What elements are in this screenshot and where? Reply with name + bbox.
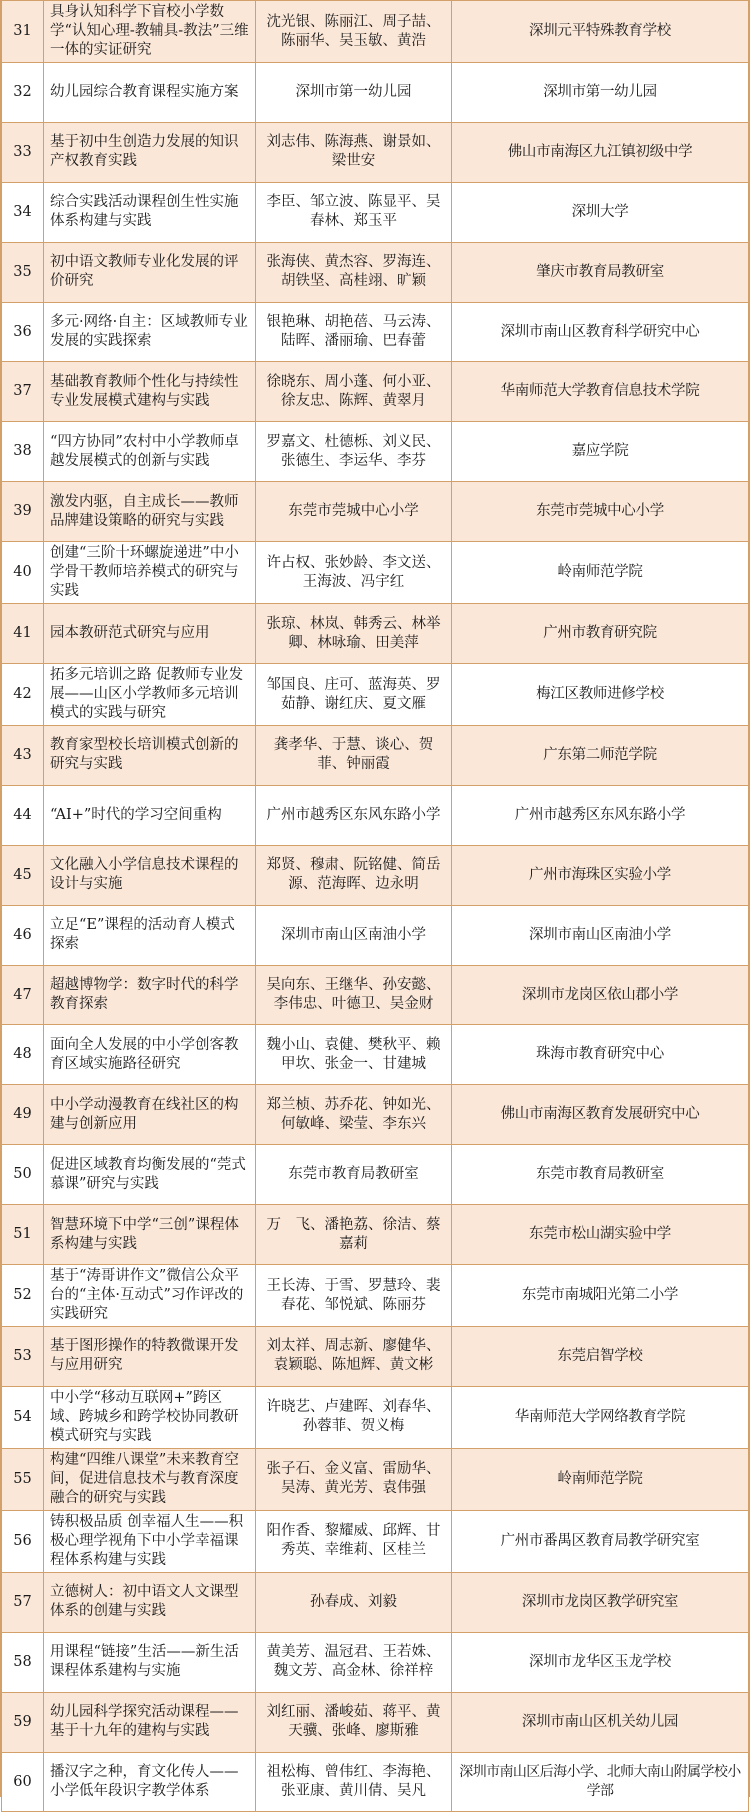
project-authors: 刘志伟、陈海燕、谢景如、梁世安 <box>256 122 452 182</box>
project-authors: 张海侠、黄杰容、罗海连、胡铁坚、高桂翊、旷颖 <box>256 242 452 302</box>
project-title: 面向全人发展的中小学创客教育区域实施路径研究 <box>44 1025 256 1085</box>
table-row <box>2 1145 749 1205</box>
project-title: 立德树人：初中语文人文课型体系的创建与实践 <box>44 1572 256 1632</box>
table-row <box>2 1510 749 1572</box>
row-number: 35 <box>2 242 44 302</box>
row-number: 46 <box>2 905 44 965</box>
table-row <box>2 482 749 542</box>
row-number: 55 <box>2 1448 44 1510</box>
project-title: 初中语文教师专业化发展的评价研究 <box>44 242 256 302</box>
project-organization: 华南师范大学网络教育学院 <box>452 1386 749 1448</box>
table-row <box>2 785 749 845</box>
row-number: 47 <box>2 965 44 1025</box>
project-authors: 郑兰桢、苏乔花、钟如光、何敏峰、梁莹、李东兴 <box>256 1085 452 1145</box>
row-number: 60 <box>2 1752 44 1812</box>
project-authors: 黄美芳、温冠君、王若姝、魏文芳、高金林、徐祥梓 <box>256 1632 452 1692</box>
project-organization: 岭南师范学院 <box>452 1448 749 1510</box>
project-organization: 华南师范大学教育信息技术学院 <box>452 362 749 422</box>
project-organization: 广州市番禺区教育局教学研究室 <box>452 1510 749 1572</box>
project-organization: 东莞启智学校 <box>452 1327 749 1387</box>
project-organization: 深圳市南山区教育科学研究中心 <box>452 302 749 362</box>
row-number: 50 <box>2 1145 44 1205</box>
table-row <box>2 63 749 123</box>
row-number: 44 <box>2 785 44 845</box>
table-row <box>2 726 749 786</box>
project-title: 基于图形操作的特教微课开发与应用研究 <box>44 1327 256 1387</box>
row-number: 41 <box>2 604 44 664</box>
table-row <box>2 422 749 482</box>
table-row <box>2 1448 749 1510</box>
project-organization: 东莞市教育局教研室 <box>452 1145 749 1205</box>
project-authors: 阳作香、黎耀威、邱辉、甘秀英、幸维莉、区桂兰 <box>256 1510 452 1572</box>
table-row <box>2 362 749 422</box>
project-organization: 广东第二师范学院 <box>452 726 749 786</box>
project-authors: 王长涛、于雪、罗慧玲、裴春花、邹悦斌、陈丽芬 <box>256 1265 452 1327</box>
project-authors: 深圳市第一幼儿园 <box>256 63 452 123</box>
row-number: 51 <box>2 1205 44 1265</box>
project-organization: 珠海市教育研究中心 <box>452 1025 749 1085</box>
table-row <box>2 1572 749 1632</box>
project-title: 多元·网络·自主：区域教师专业发展的实践探索 <box>44 302 256 362</box>
table-row <box>2 122 749 182</box>
project-authors: 银艳琳、胡艳蓓、马云涛、陆晖、潘丽瑜、巴春蕾 <box>256 302 452 362</box>
project-authors: 孙春成、刘毅 <box>256 1572 452 1632</box>
project-title: 铸积极品质 创幸福人生——积极心理学视角下中小学幸福课程体系构建与实践 <box>44 1510 256 1572</box>
table-row <box>2 182 749 242</box>
table-row <box>2 664 749 726</box>
project-authors: 郑贤、穆肃、阮铭健、简岳源、范海晖、边永明 <box>256 845 452 905</box>
table-row <box>2 1 749 63</box>
table-row <box>2 1692 749 1752</box>
row-number: 58 <box>2 1632 44 1692</box>
project-organization: 岭南师范学院 <box>452 542 749 604</box>
project-organization: 广州市教育研究院 <box>452 604 749 664</box>
project-organization: 深圳市南山区后海小学、北师大南山附属学校小学部 <box>452 1752 749 1812</box>
project-organization: 深圳市第一幼儿园 <box>452 63 749 123</box>
project-title: 具身认知科学下盲校小学数学“认知心理-教辅具-教法”三维一体的实证研究 <box>44 1 256 63</box>
project-authors: 祖松梅、曾伟红、李海艳、张亚康、黄川倩、吴凡 <box>256 1752 452 1812</box>
table-row <box>2 1327 749 1387</box>
row-number: 42 <box>2 664 44 726</box>
project-authors: 万 飞、潘艳荔、徐洁、蔡嘉莉 <box>256 1205 452 1265</box>
table-row <box>2 242 749 302</box>
project-authors: 李臣、邹立波、陈显平、吴春林、郑玉平 <box>256 182 452 242</box>
table-row <box>2 905 749 965</box>
project-title: 综合实践活动课程创生性实施体系构建与实践 <box>44 182 256 242</box>
project-organization: 东莞市南城阳光第二小学 <box>452 1265 749 1327</box>
row-number: 32 <box>2 63 44 123</box>
project-title: 幼儿园综合教育课程实施方案 <box>44 63 256 123</box>
project-title: 智慧环境下中学“三创”课程体系构建与实践 <box>44 1205 256 1265</box>
project-title: 构建“四维八课堂”未来教育空间，促进信息技术与教育深度融合的研究与实践 <box>44 1448 256 1510</box>
project-organization: 广州市海珠区实验小学 <box>452 845 749 905</box>
project-title: 播汉字之种，育文化传人——小学低年段识字教学体系 <box>44 1752 256 1812</box>
table-row <box>2 845 749 905</box>
project-organization: 广州市越秀区东风东路小学 <box>452 785 749 845</box>
project-organization: 东莞市松山湖实验中学 <box>452 1205 749 1265</box>
project-title: 中小学动漫教育在线社区的构建与创新应用 <box>44 1085 256 1145</box>
project-organization: 嘉应学院 <box>452 422 749 482</box>
project-title: 教育家型校长培训模式创新的研究与实践 <box>44 726 256 786</box>
row-number: 31 <box>2 1 44 63</box>
row-number: 48 <box>2 1025 44 1085</box>
project-organization: 东莞市莞城中心小学 <box>452 482 749 542</box>
table-row <box>2 965 749 1025</box>
project-organization: 深圳市龙华区玉龙学校 <box>452 1632 749 1692</box>
table-row <box>2 1386 749 1448</box>
project-authors: 刘红丽、潘峻茹、蒋平、黄天骥、张峰、廖斯雅 <box>256 1692 452 1752</box>
project-title: 文化融入小学信息技术课程的设计与实施 <box>44 845 256 905</box>
project-authors: 吴向东、王继华、孙安懿、李伟忠、叶德卫、吴金财 <box>256 965 452 1025</box>
project-organization: 深圳元平特殊教育学校 <box>452 1 749 63</box>
project-authors: 广州市越秀区东风东路小学 <box>256 785 452 845</box>
row-number: 39 <box>2 482 44 542</box>
project-authors: 东莞市教育局教研室 <box>256 1145 452 1205</box>
results-table <box>1 0 749 1812</box>
project-title: 园本教研范式研究与应用 <box>44 604 256 664</box>
project-title: 基于“涛哥讲作文”微信公众平台的“主体·互动式”习作评改的实践研究 <box>44 1265 256 1327</box>
table-row <box>2 1085 749 1145</box>
row-number: 56 <box>2 1510 44 1572</box>
project-authors: 刘太祥、周志新、廖健华、袁颖聪、陈旭辉、黄文彬 <box>256 1327 452 1387</box>
row-number: 37 <box>2 362 44 422</box>
row-number: 40 <box>2 542 44 604</box>
project-authors: 罗嘉文、杜德栎、刘义民、张德生、李运华、李芬 <box>256 422 452 482</box>
project-organization: 梅江区教师进修学校 <box>452 664 749 726</box>
project-authors: 张琼、林岚、韩秀云、林举卿、林咏瑜、田美萍 <box>256 604 452 664</box>
project-title: 创建“三阶十环螺旋递进”中小学骨干教师培养模式的研究与实践 <box>44 542 256 604</box>
project-organization: 深圳市南山区机关幼儿园 <box>452 1692 749 1752</box>
project-title: 拓多元培训之路 促教师专业发展——山区小学教师多元培训模式的实践与研究 <box>44 664 256 726</box>
project-authors: 邹国良、庄可、蓝海英、罗茹静、谢红庆、夏文雁 <box>256 664 452 726</box>
project-organization: 肇庆市教育局教研室 <box>452 242 749 302</box>
project-organization: 佛山市南海区九江镇初级中学 <box>452 122 749 182</box>
row-number: 59 <box>2 1692 44 1752</box>
project-authors: 沈光银、陈丽江、周子喆、陈丽华、吴玉敏、黄浩 <box>256 1 452 63</box>
row-number: 49 <box>2 1085 44 1145</box>
table-row <box>2 1205 749 1265</box>
table-row <box>2 302 749 362</box>
project-title: 中小学“移动互联网+”跨区域、跨城乡和跨学校协同教研模式研究与实践 <box>44 1386 256 1448</box>
project-title: 超越博物学：数字时代的科学教育探索 <box>44 965 256 1025</box>
row-number: 33 <box>2 122 44 182</box>
row-number: 57 <box>2 1572 44 1632</box>
project-organization: 深圳市龙岗区依山郡小学 <box>452 965 749 1025</box>
table-row <box>2 1265 749 1327</box>
table-row <box>2 1025 749 1085</box>
project-title: 基于初中生创造力发展的知识产权教育实践 <box>44 122 256 182</box>
project-title: 基础教育教师个性化与持续性专业发展模式建构与实践 <box>44 362 256 422</box>
project-organization: 深圳大学 <box>452 182 749 242</box>
table-body <box>2 1 749 1812</box>
project-organization: 深圳市龙岗区教学研究室 <box>452 1572 749 1632</box>
project-authors: 许占权、张妙龄、李文送、王海波、冯宇红 <box>256 542 452 604</box>
project-title: 激发内驱，自主成长——教师品牌建设策略的研究与实践 <box>44 482 256 542</box>
table-row <box>2 1752 749 1812</box>
row-number: 43 <box>2 726 44 786</box>
project-title: “四方协同”农村中小学教师卓越发展模式的创新与实践 <box>44 422 256 482</box>
project-organization: 深圳市南山区南油小学 <box>452 905 749 965</box>
project-authors: 东莞市莞城中心小学 <box>256 482 452 542</box>
table-row <box>2 542 749 604</box>
project-authors: 徐晓东、周小蓬、何小亚、徐友忠、陈辉、黄翠月 <box>256 362 452 422</box>
row-number: 52 <box>2 1265 44 1327</box>
table-row <box>2 1632 749 1692</box>
project-authors: 龚孝华、于慧、谈心、贺菲、钟丽霞 <box>256 726 452 786</box>
row-number: 34 <box>2 182 44 242</box>
project-authors: 魏小山、袁健、樊秋平、赖甲坎、张金一、甘建城 <box>256 1025 452 1085</box>
row-number: 38 <box>2 422 44 482</box>
row-number: 45 <box>2 845 44 905</box>
project-authors: 深圳市南山区南油小学 <box>256 905 452 965</box>
project-title: 用课程“链接”生活——新生活课程体系建构与实施 <box>44 1632 256 1692</box>
row-number: 36 <box>2 302 44 362</box>
project-authors: 张子石、金义富、雷励华、吴涛、黄光芳、袁伟强 <box>256 1448 452 1510</box>
table-row <box>2 604 749 664</box>
project-authors: 许晓艺、卢建晖、刘春华、孙蓉菲、贺义梅 <box>256 1386 452 1448</box>
project-title: “AI+”时代的学习空间重构 <box>44 785 256 845</box>
project-title: 幼儿园科学探究活动课程——基于十九年的建构与实践 <box>44 1692 256 1752</box>
project-title: 促进区域教育均衡发展的“莞式慕课”研究与实践 <box>44 1145 256 1205</box>
row-number: 54 <box>2 1386 44 1448</box>
project-organization: 佛山市南海区教育发展研究中心 <box>452 1085 749 1145</box>
row-number: 53 <box>2 1327 44 1387</box>
project-title: 立足“E”课程的活动育人模式探索 <box>44 905 256 965</box>
